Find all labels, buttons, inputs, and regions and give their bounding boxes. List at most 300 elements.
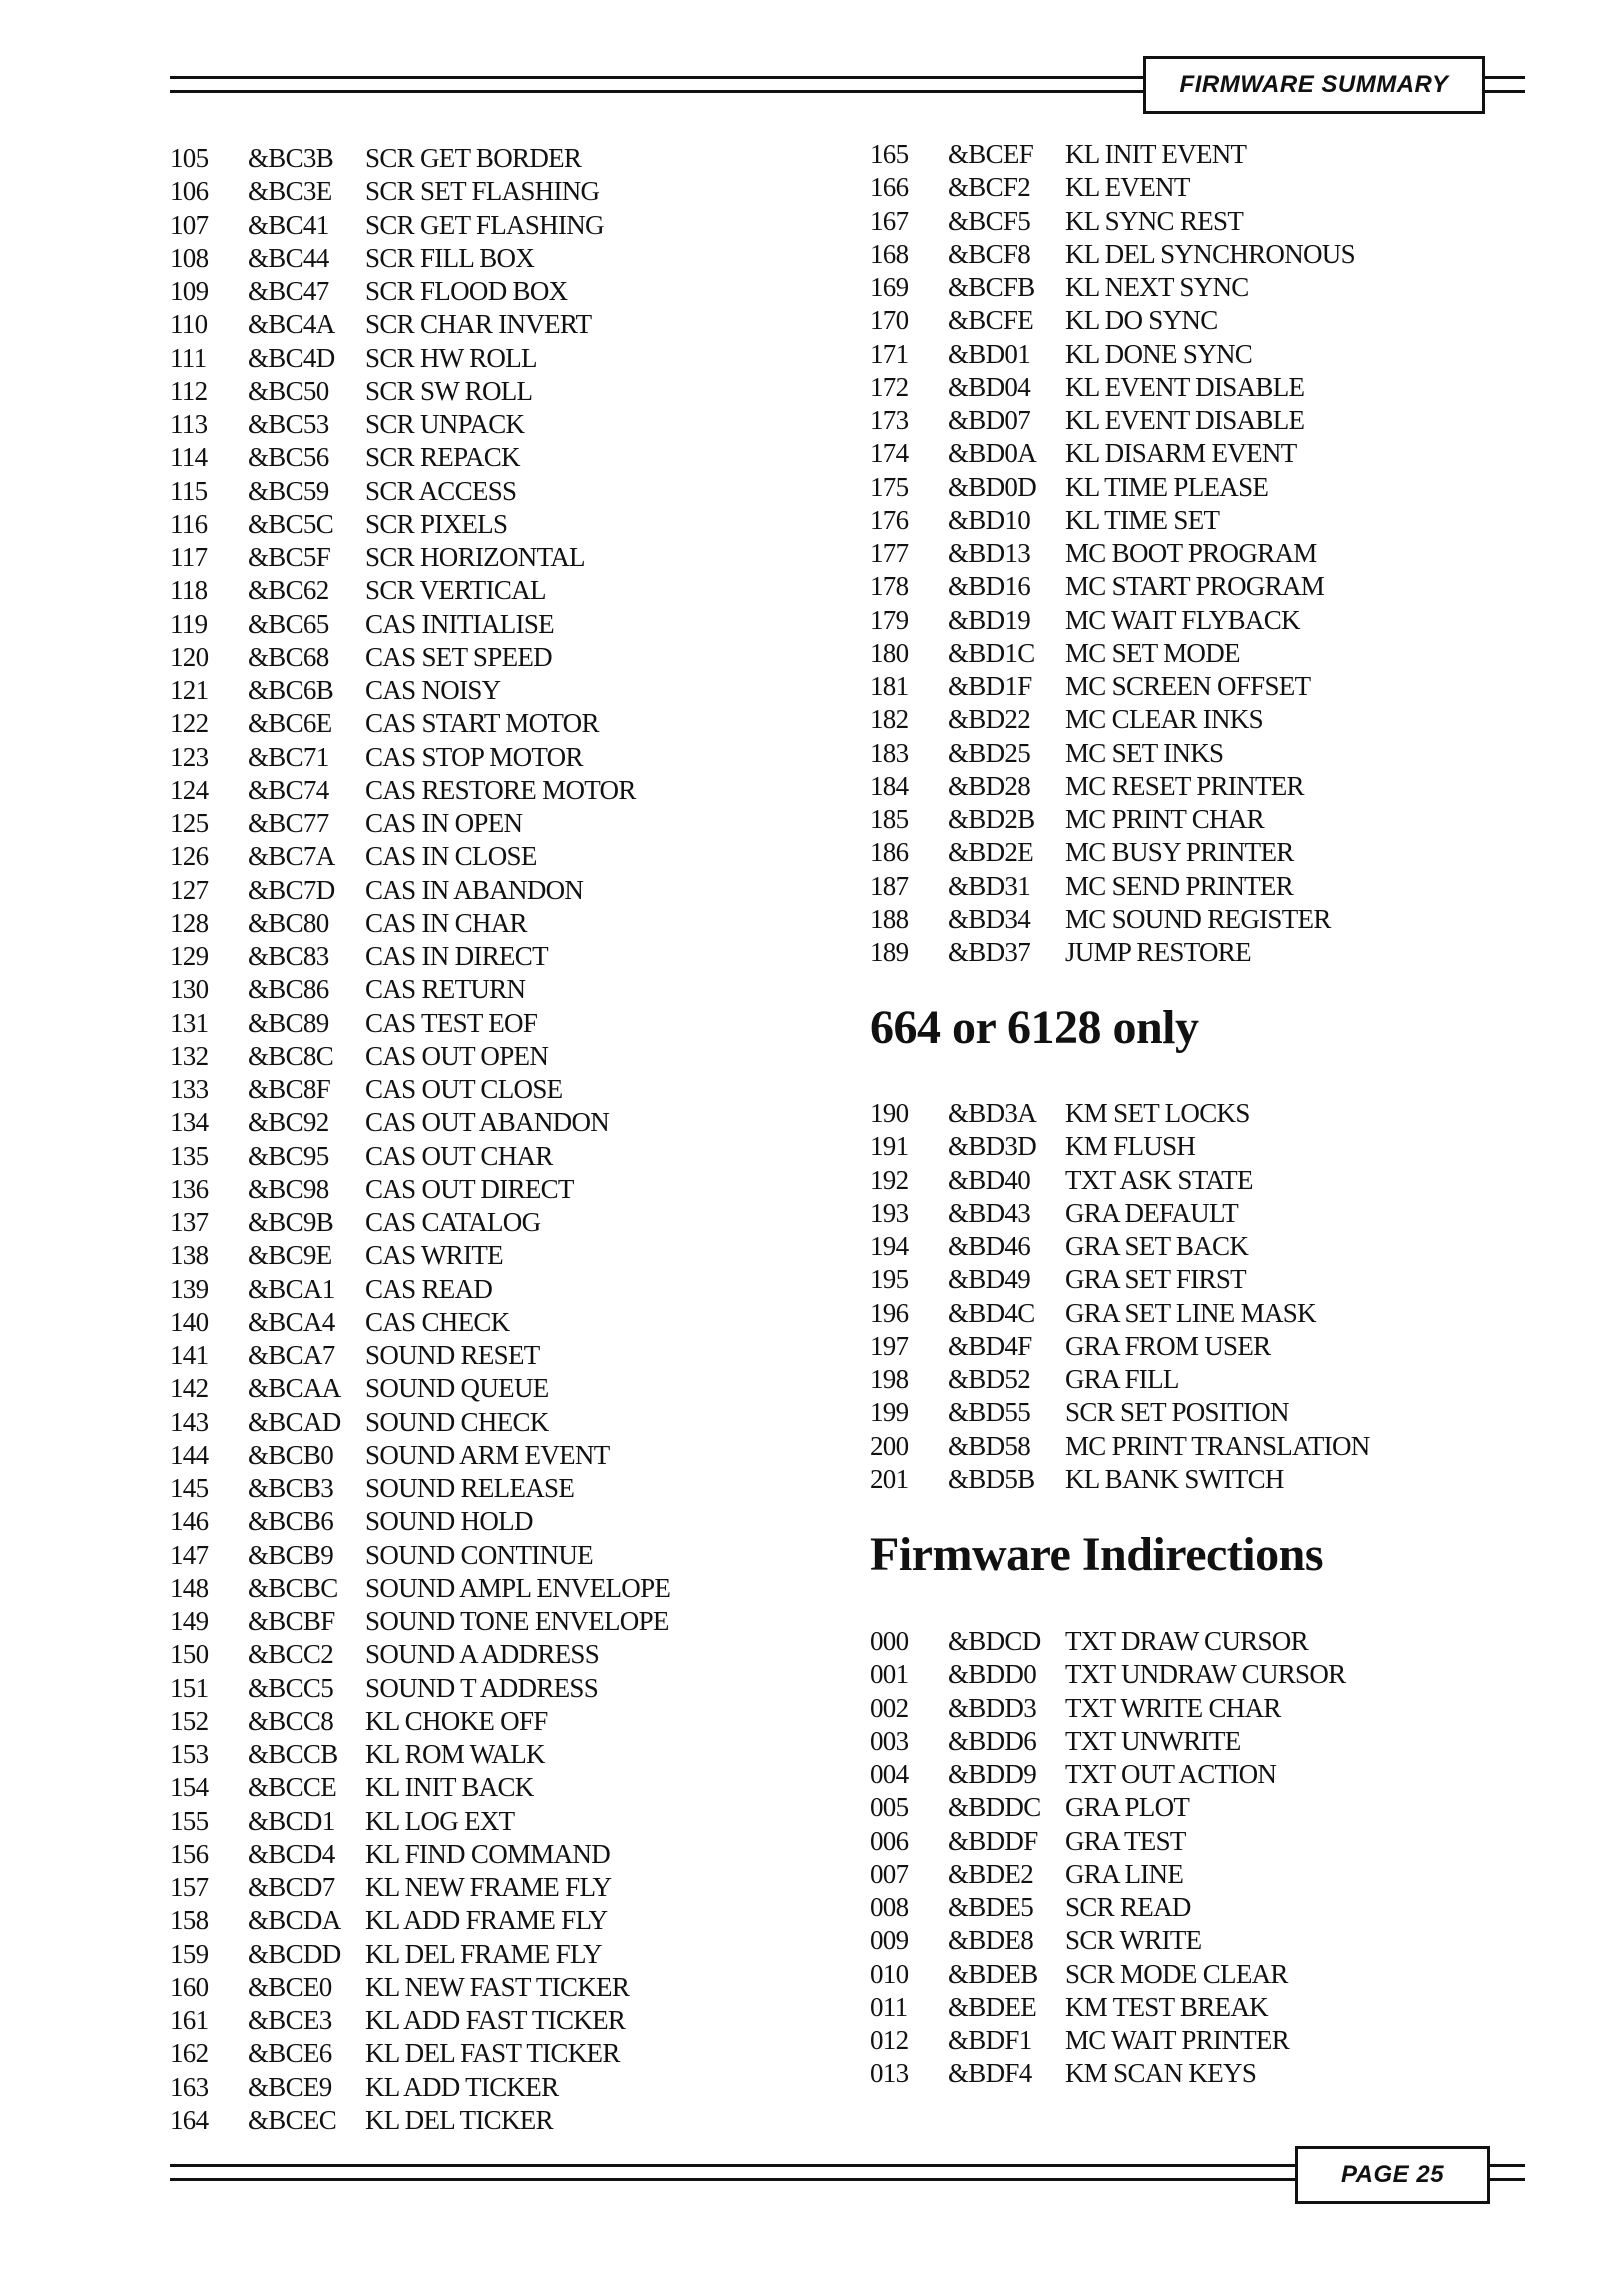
entry-address: &BCEC bbox=[248, 2104, 337, 2135]
entry-number: 001 bbox=[870, 1659, 909, 1690]
entry-number: 177 bbox=[870, 538, 909, 568]
table-row bbox=[170, 1572, 730, 1605]
table-row bbox=[870, 138, 1430, 171]
entry-number: 120 bbox=[170, 641, 209, 672]
table-row bbox=[870, 670, 1430, 703]
entry-name: KL TIME SET bbox=[1065, 504, 1220, 535]
entry-name: CAS IN CLOSE bbox=[365, 841, 537, 872]
entry-address: &BCD4 bbox=[248, 1838, 335, 1869]
entry-number: 143 bbox=[170, 1406, 209, 1437]
entry-name: KL ADD FRAME FLY bbox=[365, 1905, 608, 1936]
footer-rule-top bbox=[170, 2164, 1295, 2167]
entry-name: TXT WRITE CHAR bbox=[1065, 1692, 1281, 1723]
entry-name: KL NEW FRAME FLY bbox=[365, 1872, 612, 1902]
entry-address: &BD58 bbox=[948, 1430, 1031, 1461]
table-row bbox=[870, 1858, 1430, 1891]
table-row bbox=[170, 1007, 730, 1040]
table-row bbox=[870, 737, 1430, 770]
entry-address: &BCA4 bbox=[248, 1306, 335, 1337]
table-row bbox=[170, 1173, 730, 1206]
table-row bbox=[870, 437, 1430, 470]
entry-number: 159 bbox=[170, 1938, 209, 1969]
entry-address: &BC50 bbox=[248, 375, 329, 406]
table-row bbox=[870, 1430, 1430, 1463]
table-row bbox=[170, 1040, 730, 1073]
entry-name: MC PRINT CHAR bbox=[1065, 804, 1264, 834]
entry-number: 116 bbox=[170, 508, 208, 539]
entry-name: KL NEW FAST TICKER bbox=[365, 1971, 630, 2002]
entry-name: CAS WRITE bbox=[365, 1240, 503, 1271]
entry-address: &BD49 bbox=[948, 1264, 1031, 1295]
entry-address: &BC83 bbox=[248, 941, 329, 971]
table-row bbox=[170, 1738, 730, 1771]
entry-address: &BC8F bbox=[248, 1074, 331, 1104]
entry-name: SCR MODE CLEAR bbox=[1065, 1958, 1288, 1989]
entry-number: 182 bbox=[870, 704, 909, 735]
entry-number: 115 bbox=[170, 475, 208, 506]
table-row bbox=[170, 1239, 730, 1272]
table-row bbox=[170, 175, 730, 208]
entry-name: SCR GET BORDER bbox=[365, 143, 582, 173]
entry-address: &BCE0 bbox=[248, 1971, 332, 2002]
entry-name: CAS RESTORE MOTOR bbox=[365, 774, 636, 805]
entry-name: CAS READ bbox=[365, 1273, 493, 1304]
entry-name: CAS IN CHAR bbox=[365, 907, 527, 938]
entry-name: SCR PIXELS bbox=[365, 508, 508, 539]
table-row bbox=[870, 1230, 1430, 1263]
table-row bbox=[170, 907, 730, 940]
entry-number: 196 bbox=[870, 1297, 909, 1328]
entry-number: 105 bbox=[170, 143, 209, 173]
entry-name: SOUND RESET bbox=[365, 1340, 540, 1370]
entry-address: &BC9E bbox=[248, 1240, 332, 1271]
entry-address: &BC98 bbox=[248, 1173, 329, 1204]
entry-name: KL DONE SYNC bbox=[1065, 338, 1253, 369]
entry-name: KL DEL SYNCHRONOUS bbox=[1065, 238, 1355, 269]
table-row bbox=[870, 936, 1430, 969]
entry-name: KL LOG EXT bbox=[365, 1805, 515, 1836]
entry-address: &BCE3 bbox=[248, 2005, 332, 2035]
table-row bbox=[170, 242, 730, 275]
entry-address: &BD1F bbox=[948, 671, 1032, 701]
entry-address: &BCC5 bbox=[248, 1672, 334, 1703]
entry-name: CAS OUT ABANDON bbox=[365, 1107, 610, 1138]
entry-number: 172 bbox=[870, 371, 909, 402]
entry-number: 004 bbox=[870, 1759, 909, 1789]
entry-name: CAS SET SPEED bbox=[365, 641, 552, 672]
entry-address: &BDDF bbox=[948, 1825, 1038, 1856]
entry-name: SOUND HOLD bbox=[365, 1506, 533, 1537]
entry-address: &BCD7 bbox=[248, 1872, 335, 1902]
table-row bbox=[170, 1106, 730, 1139]
left-column bbox=[170, 142, 730, 2137]
entry-address: &BC80 bbox=[248, 907, 329, 938]
entry-number: 008 bbox=[870, 1892, 909, 1922]
entry-name: CAS OUT CLOSE bbox=[365, 1074, 563, 1104]
entry-name: TXT UNDRAW CURSOR bbox=[1065, 1659, 1346, 1690]
table-row bbox=[870, 1825, 1430, 1858]
entry-number: 157 bbox=[170, 1872, 209, 1902]
table-row bbox=[170, 1505, 730, 1538]
entry-address: &BC77 bbox=[248, 808, 329, 838]
table-row bbox=[170, 574, 730, 607]
entry-number: 123 bbox=[170, 741, 209, 772]
entry-address: &BCBC bbox=[248, 1572, 338, 1603]
entry-address: &BD2B bbox=[948, 804, 1035, 834]
table-row bbox=[170, 508, 730, 541]
entry-name: KL INIT BACK bbox=[365, 1772, 534, 1803]
entry-number: 164 bbox=[170, 2104, 209, 2135]
entry-name: GRA PLOT bbox=[1065, 1792, 1190, 1823]
table-row bbox=[870, 1958, 1430, 1991]
table-row bbox=[170, 1672, 730, 1705]
table-row bbox=[870, 171, 1430, 204]
entry-name: SCR SW ROLL bbox=[365, 375, 533, 406]
table-row bbox=[170, 1805, 730, 1838]
entry-address: &BC4A bbox=[248, 309, 335, 340]
header-rule-right-top bbox=[1485, 76, 1525, 79]
entry-number: 142 bbox=[170, 1373, 209, 1404]
entry-number: 187 bbox=[870, 870, 909, 901]
entry-name: KL DISARM EVENT bbox=[1065, 438, 1297, 469]
table-row bbox=[170, 1406, 730, 1439]
entry-name: CAS IN DIRECT bbox=[365, 941, 548, 971]
entry-name: SOUND AMPL ENVELOPE bbox=[365, 1572, 671, 1603]
entry-name: KL DEL FRAME FLY bbox=[365, 1938, 602, 1969]
table-row bbox=[170, 973, 730, 1006]
entry-address: &BD1C bbox=[948, 637, 1035, 668]
entry-number: 135 bbox=[170, 1140, 209, 1171]
entry-address: &BC59 bbox=[248, 475, 329, 506]
table-row bbox=[870, 1891, 1430, 1924]
entry-name: MC WAIT FLYBACK bbox=[1065, 604, 1300, 635]
table-row bbox=[870, 1097, 1430, 1130]
entry-address: &BD55 bbox=[948, 1397, 1031, 1428]
entry-address: &BD01 bbox=[948, 338, 1031, 369]
entry-name: TXT ASK STATE bbox=[1065, 1164, 1253, 1195]
entry-address: &BDF1 bbox=[948, 2025, 1032, 2055]
table-row bbox=[170, 1938, 730, 1971]
entry-name: CAS CHECK bbox=[365, 1306, 510, 1337]
entry-number: 107 bbox=[170, 209, 209, 240]
entry-address: &BD2E bbox=[948, 837, 1034, 868]
table-row bbox=[170, 1638, 730, 1671]
entry-name: SCR CHAR INVERT bbox=[365, 309, 592, 340]
entry-address: &BC44 bbox=[248, 242, 329, 273]
entry-name: KL EVENT bbox=[1065, 172, 1190, 203]
table-row bbox=[170, 209, 730, 242]
entry-name: KL INIT EVENT bbox=[1065, 139, 1247, 169]
table-row bbox=[870, 1164, 1430, 1197]
table-row bbox=[870, 1330, 1430, 1363]
entry-name: SCR REPACK bbox=[365, 442, 520, 473]
header-rule-right-bottom bbox=[1485, 90, 1525, 93]
entry-address: &BC62 bbox=[248, 575, 329, 606]
entry-address: &BCF8 bbox=[948, 238, 1031, 269]
entry-number: 121 bbox=[170, 675, 209, 705]
entry-name: CAS CATALOG bbox=[365, 1207, 541, 1237]
entry-name: KL ADD TICKER bbox=[365, 2071, 559, 2102]
entry-number: 007 bbox=[870, 1858, 909, 1889]
footer-rule-bottom bbox=[170, 2178, 1295, 2181]
entry-number: 180 bbox=[870, 637, 909, 668]
entry-address: &BD3D bbox=[948, 1131, 1037, 1162]
entry-name: SOUND TONE ENVELOPE bbox=[365, 1606, 669, 1636]
entry-address: &BD4F bbox=[948, 1330, 1032, 1361]
entry-address: &BC8C bbox=[248, 1040, 334, 1071]
table-row bbox=[870, 604, 1430, 637]
entry-name: MC START PROGRAM bbox=[1065, 571, 1325, 602]
entry-number: 134 bbox=[170, 1107, 209, 1138]
entry-number: 128 bbox=[170, 907, 209, 938]
entry-address: &BD04 bbox=[948, 371, 1031, 402]
table-row bbox=[170, 2004, 730, 2037]
entry-number: 153 bbox=[170, 1739, 209, 1769]
page-number-tag: PAGE 25 bbox=[1295, 2146, 1490, 2204]
entry-address: &BD40 bbox=[948, 1164, 1031, 1195]
entry-number: 189 bbox=[870, 937, 909, 967]
entry-number: 167 bbox=[870, 205, 909, 236]
entry-address: &BCA1 bbox=[248, 1273, 335, 1304]
entry-address: &BC71 bbox=[248, 741, 329, 772]
entry-address: &BCF5 bbox=[948, 205, 1031, 236]
entry-number: 198 bbox=[870, 1364, 909, 1394]
table-row bbox=[870, 1658, 1430, 1691]
entry-address: &BCD1 bbox=[248, 1805, 335, 1836]
entry-address: &BD0D bbox=[948, 471, 1037, 502]
table-row bbox=[170, 142, 730, 175]
table-row bbox=[170, 840, 730, 873]
entry-name: KM SET LOCKS bbox=[1065, 1098, 1250, 1128]
section-heading-664-6128: 664 or 6128 only bbox=[870, 1001, 1199, 1054]
entry-address: &BC7A bbox=[248, 841, 335, 872]
footer-rule-right-bottom bbox=[1490, 2178, 1525, 2181]
entry-name: KM FLUSH bbox=[1065, 1131, 1196, 1162]
table-row bbox=[170, 2037, 730, 2070]
table-row bbox=[870, 1991, 1430, 2024]
entry-name: KL DO SYNC bbox=[1065, 305, 1218, 336]
table-row bbox=[870, 1363, 1430, 1396]
entry-name: GRA SET FIRST bbox=[1065, 1264, 1246, 1295]
entry-number: 158 bbox=[170, 1905, 209, 1936]
entry-name: TXT DRAW CURSOR bbox=[1065, 1626, 1308, 1656]
entry-name: SCR FILL BOX bbox=[365, 242, 535, 273]
entry-number: 125 bbox=[170, 808, 209, 838]
table-row bbox=[170, 1206, 730, 1239]
table-row bbox=[170, 342, 730, 375]
entry-address: &BC6E bbox=[248, 708, 332, 739]
entry-address: &BCDD bbox=[248, 1938, 341, 1969]
entry-address: &BD19 bbox=[948, 604, 1031, 635]
entry-address: &BD5B bbox=[948, 1463, 1035, 1494]
entry-number: 003 bbox=[870, 1725, 909, 1756]
table-row bbox=[170, 641, 730, 674]
entry-address: &BC6B bbox=[248, 675, 334, 705]
entry-address: &BDE8 bbox=[948, 1925, 1034, 1956]
table-row bbox=[870, 1924, 1430, 1957]
entry-number: 186 bbox=[870, 837, 909, 868]
entry-address: &BD52 bbox=[948, 1364, 1031, 1394]
table-row bbox=[870, 1758, 1430, 1791]
entry-address: &BC47 bbox=[248, 276, 329, 306]
table-row bbox=[170, 1339, 730, 1372]
table-row bbox=[170, 375, 730, 408]
entry-name: SOUND QUEUE bbox=[365, 1373, 549, 1404]
entry-number: 124 bbox=[170, 774, 209, 805]
entry-number: 156 bbox=[170, 1838, 209, 1869]
entry-name: TXT UNWRITE bbox=[1065, 1725, 1241, 1756]
entry-number: 010 bbox=[870, 1958, 909, 1989]
table-row bbox=[170, 741, 730, 774]
entry-name: MC CLEAR INKS bbox=[1065, 704, 1263, 735]
entry-number: 175 bbox=[870, 471, 909, 502]
entry-address: &BC95 bbox=[248, 1140, 329, 1171]
entry-number: 150 bbox=[170, 1639, 209, 1670]
entry-name: MC SET INKS bbox=[1065, 737, 1224, 768]
entry-name: MC SET MODE bbox=[1065, 637, 1240, 668]
entry-number: 169 bbox=[870, 272, 909, 302]
entry-number: 149 bbox=[170, 1606, 209, 1636]
entry-number: 005 bbox=[870, 1792, 909, 1823]
entry-number: 166 bbox=[870, 172, 909, 203]
entry-number: 173 bbox=[870, 405, 909, 435]
table-row bbox=[170, 441, 730, 474]
entry-address: &BDDC bbox=[948, 1792, 1041, 1823]
entry-number: 117 bbox=[170, 542, 208, 572]
entry-name: MC RESET PRINTER bbox=[1065, 770, 1304, 801]
table-row bbox=[170, 674, 730, 707]
entry-number: 161 bbox=[170, 2005, 209, 2035]
entry-address: &BDE2 bbox=[948, 1858, 1034, 1889]
table-row bbox=[170, 1273, 730, 1306]
entry-name: KM SCAN KEYS bbox=[1065, 2058, 1257, 2089]
entry-number: 197 bbox=[870, 1330, 909, 1361]
entry-number: 174 bbox=[870, 438, 909, 469]
entry-name: CAS RETURN bbox=[365, 974, 526, 1005]
entry-address: &BCFB bbox=[948, 272, 1035, 302]
entry-address: &BC86 bbox=[248, 974, 329, 1005]
entry-name: SCR UNPACK bbox=[365, 409, 525, 439]
entry-address: &BCFE bbox=[948, 305, 1034, 336]
entry-address: &BCAA bbox=[248, 1373, 341, 1404]
entry-address: &BDEE bbox=[948, 1991, 1036, 2022]
entry-address: &BD37 bbox=[948, 937, 1031, 967]
entry-name: CAS OUT DIRECT bbox=[365, 1173, 574, 1204]
entry-address: &BCAD bbox=[248, 1406, 341, 1437]
right-column bbox=[870, 138, 1430, 969]
entry-address: &BC74 bbox=[248, 774, 329, 805]
table-row bbox=[170, 940, 730, 973]
entry-address: &BC89 bbox=[248, 1007, 329, 1038]
entry-number: 185 bbox=[870, 804, 909, 834]
table-row bbox=[870, 471, 1430, 504]
entry-number: 146 bbox=[170, 1506, 209, 1537]
table-row bbox=[870, 2057, 1430, 2090]
entry-name: SOUND T ADDRESS bbox=[365, 1672, 599, 1703]
table-row bbox=[870, 836, 1430, 869]
table-row bbox=[170, 707, 730, 740]
entry-address: &BD0A bbox=[948, 438, 1037, 469]
entry-address: &BDEB bbox=[948, 1958, 1038, 1989]
table-row bbox=[170, 608, 730, 641]
entry-address: &BD13 bbox=[948, 538, 1031, 568]
entry-number: 106 bbox=[170, 176, 209, 207]
entry-number: 140 bbox=[170, 1306, 209, 1337]
entry-number: 012 bbox=[870, 2025, 909, 2055]
entry-number: 130 bbox=[170, 974, 209, 1005]
entry-name: GRA DEFAULT bbox=[1065, 1197, 1239, 1228]
entry-name: SOUND CHECK bbox=[365, 1406, 549, 1437]
table-row bbox=[170, 1306, 730, 1339]
entry-number: 147 bbox=[170, 1539, 209, 1570]
entry-name: KL DEL TICKER bbox=[365, 2104, 553, 2135]
entry-number: 199 bbox=[870, 1397, 909, 1428]
entry-name: CAS IN ABANDON bbox=[365, 874, 584, 905]
entry-number: 129 bbox=[170, 941, 209, 971]
entry-name: KL NEXT SYNC bbox=[1065, 272, 1249, 302]
entry-name: KL ADD FAST TICKER bbox=[365, 2005, 626, 2035]
entry-address: &BC41 bbox=[248, 209, 329, 240]
table-row bbox=[170, 1871, 730, 1904]
entry-number: 184 bbox=[870, 770, 909, 801]
entry-number: 170 bbox=[870, 305, 909, 336]
entry-address: &BD31 bbox=[948, 870, 1031, 901]
entry-number: 119 bbox=[170, 608, 208, 639]
entry-number: 108 bbox=[170, 242, 209, 273]
entry-address: &BCB0 bbox=[248, 1439, 334, 1470]
entry-address: &BCDA bbox=[248, 1905, 341, 1936]
entry-address: &BC9B bbox=[248, 1207, 334, 1237]
table-row bbox=[870, 870, 1430, 903]
entry-address: &BC5F bbox=[248, 542, 331, 572]
entry-number: 009 bbox=[870, 1925, 909, 1956]
entry-name: SOUND RELEASE bbox=[365, 1473, 575, 1503]
entry-name: SCR VERTICAL bbox=[365, 575, 546, 606]
table-row bbox=[170, 1904, 730, 1937]
footer-rule-right-top bbox=[1490, 2164, 1525, 2167]
entry-name: SCR ACCESS bbox=[365, 475, 517, 506]
entry-number: 006 bbox=[870, 1825, 909, 1856]
table-row bbox=[870, 1625, 1430, 1658]
section-list-firmware-indirections bbox=[870, 1625, 1430, 2091]
entry-name: GRA LINE bbox=[1065, 1858, 1184, 1889]
entry-address: &BCBF bbox=[248, 1606, 335, 1636]
table-row bbox=[870, 1197, 1430, 1230]
entry-address: &BC3B bbox=[248, 143, 334, 173]
entry-number: 000 bbox=[870, 1626, 909, 1656]
entry-number: 195 bbox=[870, 1264, 909, 1295]
table-row bbox=[870, 304, 1430, 337]
table-row bbox=[170, 541, 730, 574]
table-row bbox=[170, 1539, 730, 1572]
entry-name: KL SYNC REST bbox=[1065, 205, 1244, 236]
entry-name: TXT OUT ACTION bbox=[1065, 1759, 1277, 1789]
table-row bbox=[170, 1838, 730, 1871]
table-row bbox=[170, 1971, 730, 2004]
entry-address: &BD34 bbox=[948, 903, 1031, 934]
entry-address: &BCC8 bbox=[248, 1705, 334, 1736]
entry-address: &BCB3 bbox=[248, 1473, 334, 1503]
entry-address: &BDE5 bbox=[948, 1892, 1034, 1922]
entry-name: SCR WRITE bbox=[1065, 1925, 1202, 1956]
table-row bbox=[870, 637, 1430, 670]
entry-address: &BDD6 bbox=[948, 1725, 1037, 1756]
entry-address: &BC65 bbox=[248, 608, 329, 639]
entry-name: CAS INITIALISE bbox=[365, 608, 554, 639]
entry-name: GRA SET BACK bbox=[1065, 1231, 1249, 1261]
entry-address: &BCF2 bbox=[948, 172, 1031, 203]
entry-name: SCR FLOOD BOX bbox=[365, 276, 568, 306]
